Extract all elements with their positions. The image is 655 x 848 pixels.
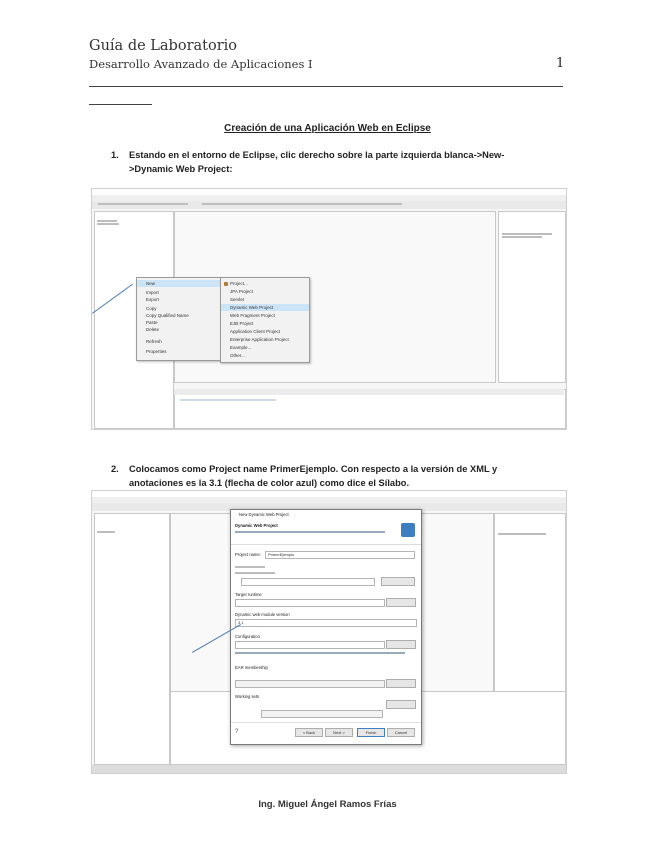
submenu-item[interactable]: Project... [230,281,248,286]
new-runtime-button[interactable] [386,598,416,607]
status-bar [92,765,566,773]
target-runtime-select[interactable] [235,599,385,607]
explorer-item [97,223,119,225]
menu-item-paste[interactable]: Paste [146,320,158,325]
submenu-item[interactable]: Application Client Project [230,329,281,334]
project-explorer-panel [94,513,170,765]
menu-item-import[interactable]: Import [146,290,159,295]
new-ear-button[interactable] [386,679,416,688]
back-button[interactable]: < Back [295,728,323,737]
document-title: Creación de una Aplicación Web en Eclipse [224,123,431,134]
project-name-label: Project name: [235,552,261,557]
dialog-footer-divider [231,722,421,723]
target-runtime-label: Target runtime [235,592,262,597]
submenu-item-dynamic-web-project[interactable]: Dynamic Web Project [221,304,309,311]
header-divider [89,86,563,87]
header-title: Guía de Laboratorio [89,38,238,54]
outline-text [502,236,542,238]
location-label [235,566,265,568]
working-sets-select[interactable] [261,710,383,718]
step-text-line2: anotaciones es la 3.1 (flecha de color azul) como dice el Sílabo. [129,478,410,488]
project-name-input[interactable]: PrimerEjemplo [265,551,415,559]
menu-item-properties[interactable]: Properties [146,349,167,354]
menu-item-export[interactable]: Export [146,297,160,302]
header-divider-short [89,104,152,105]
configuration-select[interactable] [235,641,385,649]
next-button[interactable]: Next > [325,728,353,737]
outline-text [498,533,546,535]
new-submenu [220,277,310,363]
toolbar-icons [202,203,402,205]
help-icon[interactable]: ? [235,729,239,735]
step-text-line1: Colocamos como Project name PrimerEjemplo. Con respecto a la versión de XML y [129,464,498,474]
location-input[interactable] [241,578,375,586]
finish-button[interactable]: Finish [357,728,385,737]
new-dynamic-web-project-dialog [230,509,422,745]
eclipse-screenshot-new-project-dialog [91,490,567,774]
explorer-item [97,531,115,533]
outline-text [502,233,552,235]
step-number: 1. [111,150,119,160]
configuration-description [235,652,405,654]
submenu-item[interactable]: Servlet [230,297,245,302]
dialog-heading: Dynamic Web Project [235,523,278,528]
page-number: 1 [556,56,565,71]
menu-item-new[interactable]: New [137,280,221,287]
footer-author: Ing. Miguel Ángel Ramos Frías [258,799,397,810]
ear-select[interactable] [235,680,385,688]
menu-item-refresh[interactable]: Refresh [146,339,162,344]
submenu-item[interactable]: EJB Project [230,321,254,326]
browse-button[interactable] [381,577,415,586]
console-panel [174,389,566,429]
outline-panel [494,513,566,695]
explorer-item [97,220,117,222]
new-working-set-button[interactable] [386,700,416,709]
header-subtitle: Desarrollo Avanzado de Aplicaciones I [89,57,313,71]
dialog-description [235,531,385,533]
step-text-line2: >Dynamic Web Project: [129,164,233,174]
default-location-check [235,572,275,574]
dialog-title: New Dynamic Web Project [239,512,289,517]
menu-item-copy-qualified[interactable]: Copy Qualified Name [146,313,189,318]
submenu-item[interactable]: Web Fragment Project [230,313,275,318]
context-menu [136,277,222,361]
submenu-item[interactable]: Enterprise Application Project [230,337,289,342]
submenu-item[interactable]: Other... [230,353,245,358]
submenu-item[interactable]: Example... [230,345,252,350]
working-sets-label: Working sets [235,694,260,699]
console-row [180,399,276,401]
ear-membership-label: EAR membership [235,665,268,670]
modify-button[interactable] [386,640,416,649]
menu-item-copy[interactable]: Copy [146,306,157,311]
wizard-icon [401,523,415,537]
eclipse-screenshot-context-menu [91,188,567,430]
cancel-button[interactable]: Cancel [387,728,415,737]
step-text-line1: Estando en el entorno de Eclipse, clic derecho sobre la parte izquierda blanca->New- [129,150,505,160]
configuration-label: Configuration [235,634,260,639]
console-tabs [174,389,564,395]
submenu-item[interactable]: JPA Project [230,289,253,294]
step-number: 2. [111,464,119,474]
menu-item-delete[interactable]: Delete [146,327,160,332]
module-version-select[interactable]: 3.1 [235,619,417,627]
module-version-label: Dynamic web module version [235,612,290,617]
toolbar-icons [98,203,188,205]
